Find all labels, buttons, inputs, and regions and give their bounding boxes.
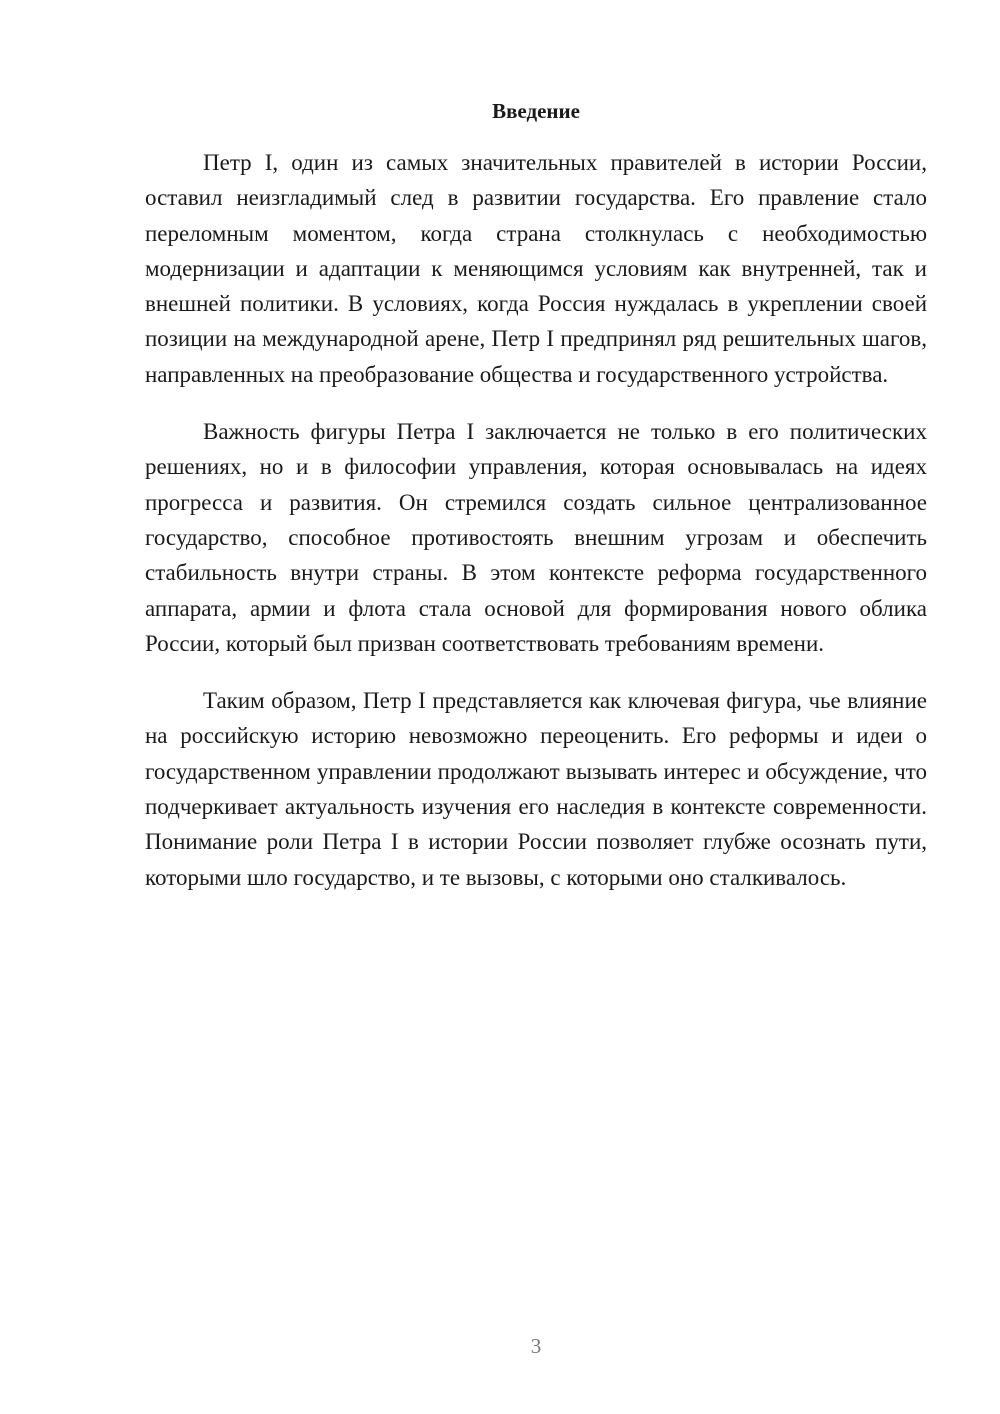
paragraph-3: Таким образом, Петр I представляется как ключевая фигура, чье влияние на российскую историю невозможно переоценить. Его реформы и идеи о государственном управлении продолжают вызывать интерес и обсуждение, что подчеркивает актуальность изучения его наследия в контексте современности. Понимание роли Петра I в истории России позволяет глубже осознать пути, которыми шло государство, и те вызовы, с которыми оно сталкивалось. (145, 688, 927, 890)
paragraph-1: Петр I, один из самых значительных правителей в истории России, оставил неизгладимый след в развитии государства. Его правление стало переломным моментом, когда страна столкнулась с необходимостью модернизации и адаптации к меняющимся условиям как внутренней, так и внешней политики. В условиях, когда Россия нуждалась в укреплении своей позиции на международной арене, Петр I предпринял ряд решительных шагов, направленных на преобразование общества и государственного устройства. (145, 150, 927, 387)
document-body (145, 145, 927, 917)
paragraph-2: Важность фигуры Петра I заключается не только в его политических решениях, но и в философии управления, которая основывалась на идеях прогресса и развития. Он стремился создать сильное централизованное государство, способное противостоять внешним угрозам и обеспечить стабильность внутри страны. В этом контексте реформа государственного аппарата, армии и флота стала основой для формирования нового облика России, который был призван соответствовать требованиям времени. (145, 419, 927, 656)
page-title: Введение (492, 99, 580, 123)
page-number: 3 (530, 1334, 542, 1358)
